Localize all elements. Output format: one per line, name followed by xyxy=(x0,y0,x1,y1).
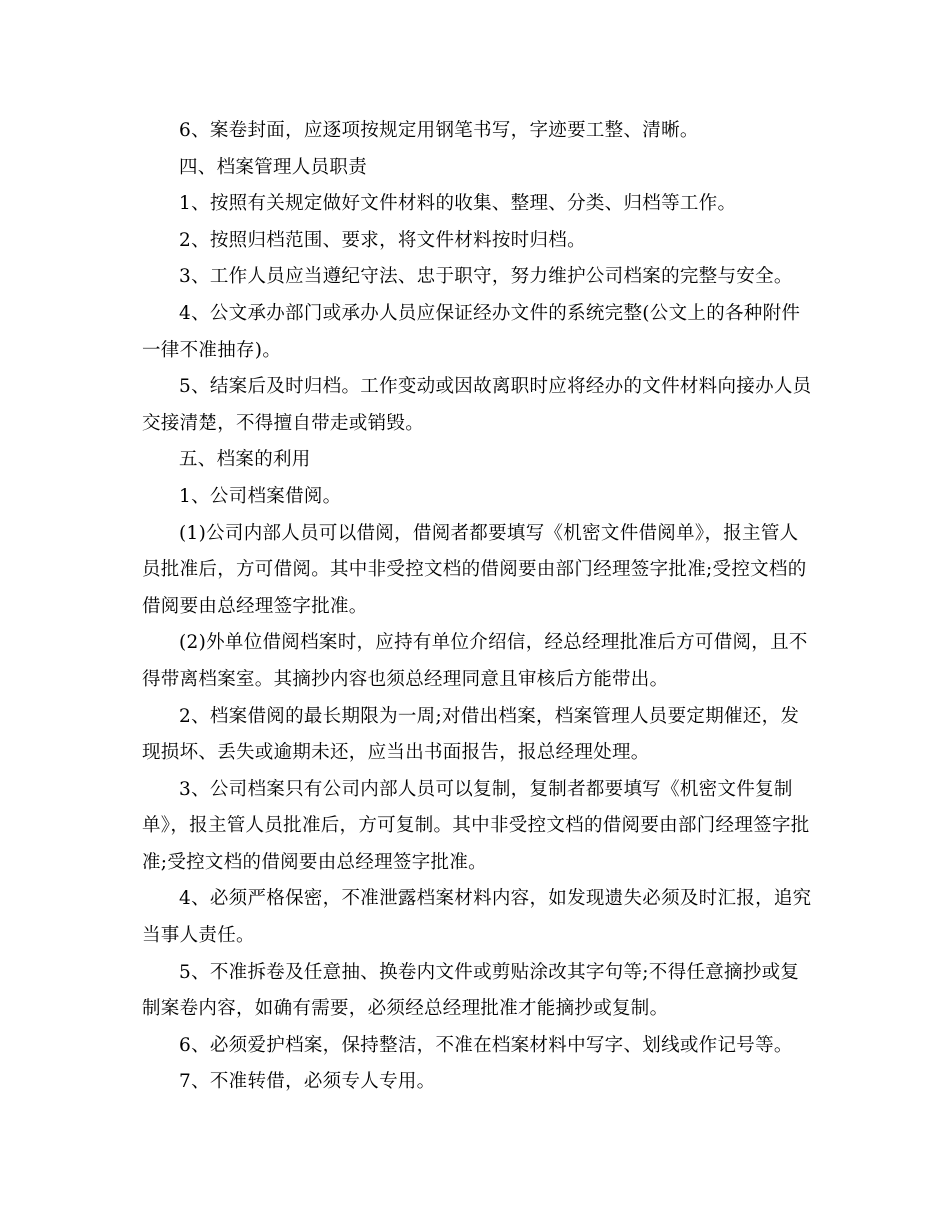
document-body xyxy=(142,113,812,1101)
paragraph-duty-3: 3、工作人员应当遵纪守法、忠于职守，努力维护公司档案的完整与安全。 xyxy=(179,266,793,288)
paragraph-duty-4: 4、公文承办部门或承办人员应保证经办文件的系统完整(公文上的各种附件一律不准抽存)。 xyxy=(142,302,801,361)
paragraph-use-4: 4、必须严格保密，不准泄露档案材料内容，如发现遗失必须及时汇报，追究当事人责任。 xyxy=(142,888,812,947)
paragraph-duty-2: 2、按照归档范围、要求，将文件材料按时归档。 xyxy=(179,229,586,251)
paragraph-use-3: 3、公司档案只有公司内部人员可以复制，复制者都要填写《机密文件复制单》，报主管人员批准后，方可复制。其中非受控文档的借阅要由部门经理签字批准;受控文档的借阅要由总经理签字批准。 xyxy=(142,778,810,873)
paragraph-duty-5: 5、结案后及时归档。工作变动或因故离职时应将经办的文件材料向接办人员交接清楚，不得擅自带走或销毁。 xyxy=(142,376,812,434)
paragraph-duty-1: 1、按照有关规定做好文件材料的收集、整理、分类、归档等工作。 xyxy=(179,193,737,215)
paragraph-use-5: 5、不准拆卷及任意抽、换卷内文件或剪贴涂改其字句等;不得任意摘抄或复制案卷内容，如确有需要，必须经总经理批准才能摘抄或复制。 xyxy=(142,961,800,1020)
paragraph-cover-writing: 6、案卷封面，应逐项按规定用钢笔书写，字迹要工整、清晰。 xyxy=(179,120,699,141)
section-heading-staff-duties: 四、档案管理人员职责 xyxy=(179,156,368,178)
paragraph-use-1: 1、公司档案借阅。 xyxy=(179,485,342,507)
paragraph-use-6: 6、必须爱护档案，保持整洁，不准在档案材料中写字、划线或作记号等。 xyxy=(179,1034,793,1056)
paragraph-use-1-sub-1: (1)公司内部人员可以借阅，借阅者都要填写《机密文件借阅单》，报主管人员批准后，方可借阅。其中非受控文档的借阅要由部门经理签字批准;受控文档的借阅要由总经理签字批准。 xyxy=(142,522,807,617)
paragraph-use-7: 7、不准转借，必须专人专用。 xyxy=(179,1071,436,1093)
section-heading-archive-use: 五、档案的利用 xyxy=(179,449,311,471)
paragraph-use-2: 2、档案借阅的最长期限为一周;对借出档案，档案管理人员要定期催还，发现损坏、丢失或逾期未还，应当出书面报告，报总经理处理。 xyxy=(142,705,800,764)
paragraph-use-1-sub-2: (2)外单位借阅档案时，应持有单位介绍信，经总经理批准后方可借阅，且不得带离档案室。其摘抄内容也须总经理同意且审核后方能带出。 xyxy=(142,632,808,690)
